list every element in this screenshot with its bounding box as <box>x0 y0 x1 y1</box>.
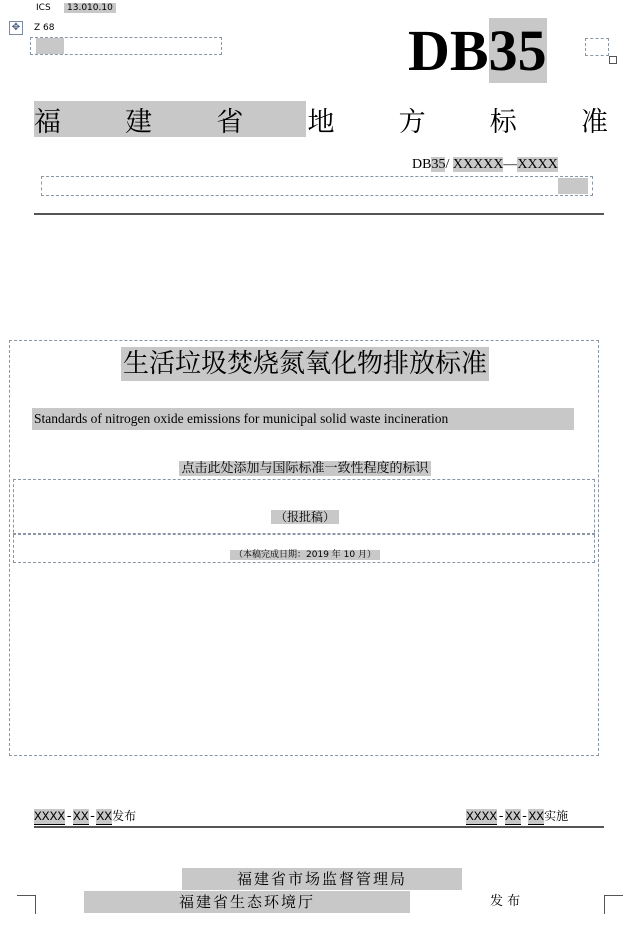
ics-label: ICS <box>36 3 51 13</box>
db-logo-prefix: DB <box>408 18 489 83</box>
std-dash: — <box>503 157 518 172</box>
std-province: 35 <box>431 157 446 172</box>
title-band-char: 地 <box>307 106 335 138</box>
title-band-char: 建 <box>125 106 153 138</box>
std-serial: XXXXX <box>452 157 504 172</box>
standard-number <box>412 157 558 173</box>
replaces-field-highlight <box>558 178 588 194</box>
issue-word: 发 布 <box>490 894 521 909</box>
ccs-field-highlight <box>36 38 64 54</box>
title-band-char: 准 <box>580 106 608 138</box>
logo-field-frame[interactable] <box>585 38 609 56</box>
db-logo-number: 35 <box>488 18 547 83</box>
footer-rule <box>34 826 604 828</box>
implement-year: XXXX <box>466 809 498 824</box>
draft-frame-divider <box>13 533 595 535</box>
std-prefix: DB <box>412 157 432 172</box>
title-en-row <box>32 408 574 430</box>
title-cn: 生活垃圾焚烧氮氧化物排放标准 <box>122 349 487 379</box>
page-corner-mark <box>604 895 623 914</box>
replaces-field-frame[interactable] <box>41 176 593 196</box>
std-slash: / <box>445 157 450 172</box>
page-corner-mark <box>17 895 36 914</box>
issue-sep: - <box>88 809 97 824</box>
issue-date <box>34 806 136 827</box>
draft-status: （报批稿） <box>271 510 339 524</box>
ccs-code: Z 68 <box>34 23 55 33</box>
title-cn-row <box>0 346 610 382</box>
issue-year: XXXX <box>34 809 66 824</box>
std-year: XXXX <box>517 157 558 172</box>
resize-handle-icon[interactable] <box>609 56 617 64</box>
draft-row <box>0 506 610 526</box>
issuer-org-1: 福建省市场监督管理局 <box>182 868 462 890</box>
title-band <box>34 101 608 137</box>
consistency-note[interactable]: 点击此处添加与国际标准一致性程度的标识 <box>181 461 429 476</box>
completion-note: （本稿完成日期：2019 年 10 月） <box>230 550 380 560</box>
implement-sep: - <box>520 809 529 824</box>
move-handle-icon[interactable]: ✥ <box>9 21 23 35</box>
implement-label: 实施 <box>544 809 569 823</box>
title-band-char: 标 <box>489 106 517 138</box>
issue-month: XX <box>73 809 89 824</box>
implement-month: XX <box>505 809 521 824</box>
completion-row <box>0 542 610 562</box>
ics-code: 13.010.10 <box>64 3 116 13</box>
implement-day: XX <box>528 809 545 824</box>
header-rule <box>34 213 604 215</box>
issue-label: 发布 <box>112 809 137 823</box>
implement-date <box>466 806 568 827</box>
issue-day: XX <box>96 809 113 824</box>
title-en: Standards of nitrogen oxide emissions for municipal solid waste incineration <box>32 408 574 430</box>
issue-sep: - <box>65 809 74 824</box>
title-band-char: 省 <box>216 106 244 138</box>
implement-sep: - <box>497 809 506 824</box>
consistency-row <box>0 457 610 479</box>
db-logo <box>408 18 547 84</box>
issuer-org-2: 福建省生态环境厅 <box>84 891 410 913</box>
title-band-char: 方 <box>398 106 426 138</box>
title-band-char: 福 <box>34 106 61 138</box>
